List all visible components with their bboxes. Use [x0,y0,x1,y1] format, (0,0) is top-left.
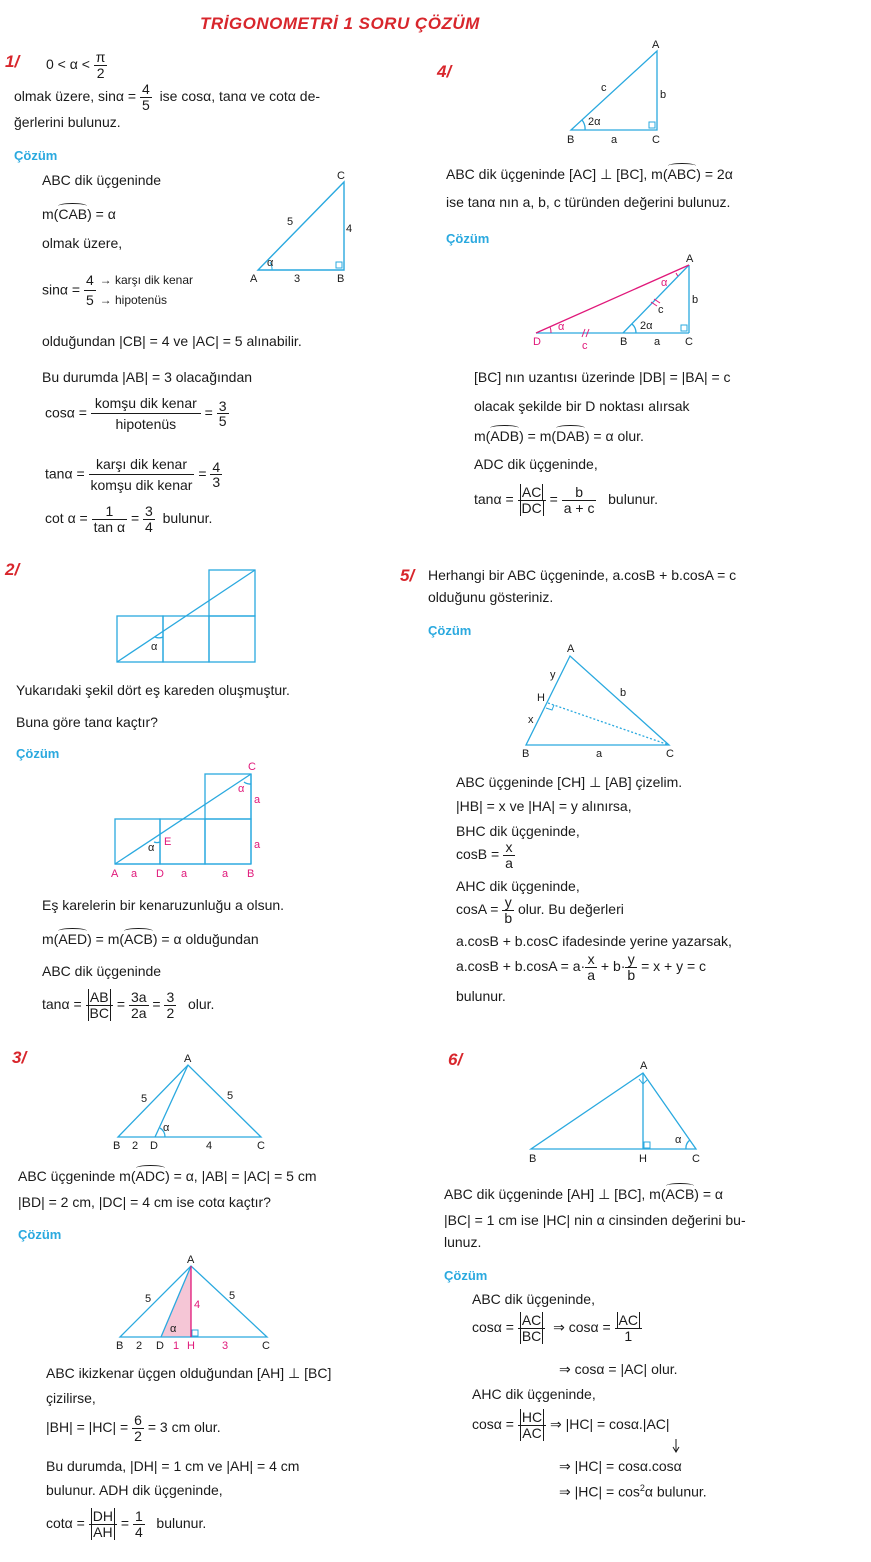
fig1-side-ac: 5 [287,216,294,228]
fig3s-angle: α [170,1323,177,1335]
p1-condition: 0 < α < $\frac{\pi}{2}$ [46,49,106,81]
p6-cos-value: cosα = $\frac{AC}{BC}$ ⇒ cosα = $\frac{AC}{1}$ [472,1313,642,1343]
p6-solution-line: AHC dik üçgeninde, [472,1386,596,1402]
fig3-point-d: D [150,1140,158,1152]
p4-tan-value: tanα = $\frac{AC}{DC}$ = $\frac{b}{a + c}$ bulunur. [474,484,658,516]
p2-question-line: Yukarıdaki şekil dört eş kareden oluşmuştur. [16,682,290,698]
fig1-side-ab: 3 [294,273,301,285]
fig1-vertex-b: B [337,273,345,285]
p1-question-line2: ğerlerini bulunuz. [14,114,121,130]
p5-question-line: olduğunu gösteriniz. [428,589,554,605]
solution-label-4: Çözüm [446,231,490,246]
p2-solution-line: ABC dik üçgeninde [42,963,162,979]
fig3s-vertex-a: A [187,1254,195,1266]
p5-solution-line: |HB| = x ve |HA| = y alınırsa, [456,798,632,814]
p3-question-line: ABC üçgeninde m(ADC) = α, |AB| = |AC| = 5 cm [18,1168,317,1184]
p1-cos-value: cosα = $\frac{\text{komşu dik kenar}}{\text{hipotenüs}}$ = $\frac{3}{5}$ [45,395,227,433]
fig1-angle-label: α [267,257,274,269]
fig4s-side-a: a [654,336,661,348]
p4-question-line: ABC dik üçgeninde [AC] ⊥ [BC], m(ABC) = 2α [446,166,733,182]
fig3s-vertex-b: B [116,1340,124,1352]
p6-solution-line: ⇒ $|HC| = \cos^2\alpha$ bulunur. [559,1483,707,1500]
problem-3-number: 3/ [12,1048,27,1067]
p1-solution-line: olduğundan |CB| = 4 ve |AC| = 5 alınabilir. [42,333,302,349]
p4-solution-line: olacak şekilde bir D noktası alırsak [474,398,690,414]
fig2-angle-e: α [148,842,155,854]
fig3-vertex-b: B [113,1140,121,1152]
fig1-side-bc: 4 [346,223,353,235]
fig2-side-a: a [254,794,261,806]
p6-question-line: lunuz. [444,1234,482,1250]
fig2-point-d: D [156,868,164,880]
problem-1-number: 1/ [5,52,20,71]
fig2-side-a: a [131,868,138,880]
p5-sum-value: a.cosB + b.cosA = a· $\frac{x}{a}$ + b· $\frac{y}{b}$ = x + y = c [456,951,707,983]
fig4s-segment-c: c [582,340,588,352]
fig3s-side-bd: 2 [136,1340,143,1352]
solution-label-6: Çözüm [444,1268,488,1283]
fig3-side-ac: 5 [227,1090,234,1102]
fig2-angle-c: α [238,783,245,795]
p5-cosa-value: cosA = $\frac{y}{b}$ olur. Bu değerleri [456,894,624,926]
solution-label-2: Çözüm [16,746,60,761]
problem-6-number: 6/ [448,1050,463,1069]
p4-question-line: ise tanα nın a, b, c türünden değerini bulunuz. [446,194,731,210]
fig3-side-dc: 4 [206,1140,213,1152]
fig3-side-bd: 2 [132,1140,139,1152]
problem-5-number: 5/ [400,566,415,585]
p1-tan-value: tanα = $\frac{\text{karşı dik kenar}}{\text{komşu dik kenar}}$ = $\frac{4}{3}$ [45,456,221,494]
fig4s-side-b: b [692,294,699,306]
fig2-vertex-c: C [248,761,256,773]
p3-question-line: |BD| = 2 cm, |DC| = 4 cm ise cotα kaçtır? [18,1194,271,1210]
p3-solution-line: çizilirse, [46,1390,96,1406]
p5-solution-line: bulunur. [456,988,506,1004]
fig2-point-e: E [164,836,172,848]
p2-solution-line: Eş karelerin bir kenaruzunluğu a olsun. [42,897,285,913]
fig4s-side-c: c [658,304,664,316]
fig1-vertex-a: A [250,273,258,285]
fig4-angle: 2α [588,116,601,128]
fig3s-side-hc: 3 [222,1340,229,1352]
fig4-vertex-c: C [652,134,660,146]
p4-solution-line: ADC dik üçgeninde, [474,456,598,472]
fig3-angle: α [163,1122,170,1134]
fig4s-vertex-b: B [620,336,628,348]
p5-cosb-value: cosB = $\frac{x}{a}$ [456,839,513,871]
fig4s-vertex-c: C [685,336,693,348]
fig4-vertex-b: B [567,134,575,146]
p4-solution-line: [BC] nın uzantısı üzerinde |DB| = |BA| = c [474,369,731,385]
p1-cot-value: cot α = $\frac{1}{\text{tan α}}$ = $\frac{3}{4}$ bulunur. [45,503,213,535]
fig1-vertex-c: C [337,170,345,182]
fig3s-height-ah: 4 [194,1299,201,1311]
problem-4-number: 4/ [437,62,452,81]
fig3s-side-dh: 1 [173,1340,180,1352]
fig2-side-a: a [222,868,229,880]
p6-question-line: ABC dik üçgeninde [AH] ⊥ [BC], m(ACB) = α [444,1186,724,1202]
p6-solution-line: ABC dik üçgeninde, [472,1291,595,1307]
p5-solution-line: a.cosB + b.cosC ifadesinde yerine yazarsak, [456,933,732,949]
fig4-vertex-a: A [652,39,660,51]
fig3s-side-ab: 5 [145,1293,152,1305]
fig6-point-h: H [639,1153,647,1165]
fig5-point-h: H [537,692,545,704]
fig5-side-a: a [596,748,603,760]
p1-solution-line: Bu durumda |AB| = 3 olacağından [42,369,253,385]
p1-question-line1: olmak üzere, sinα = $\frac{4}{5}$ ise cosα, tanα ve cotα de- [14,81,321,113]
fig4s-angle-d: α [558,321,565,333]
fig4s-point-d: D [533,336,541,348]
fig4-side-c: c [601,82,607,94]
fig5-segment-x: x [528,714,534,726]
fig3-vertex-a: A [184,1053,192,1065]
p2-solution-line: m(AED) = m(ACB) = α olduğundan [42,931,259,947]
fig2-side-a: a [181,868,188,880]
fig3-side-ab: 5 [141,1093,148,1105]
fig2-vertex-a: A [111,868,119,880]
solution-label-5: Çözüm [428,623,472,638]
p3-solution-line: |BH| = |HC| = $\frac{6}{2}$ = 3 cm olur. [46,1412,221,1444]
fig2-vertex-b: B [247,868,255,880]
p1-sin-value: sinα = $\frac{4}{5}$ → karşı dik kenar → hipotenüs [42,272,194,309]
p1-solution-line: ABC dik üçgeninde [42,172,162,188]
solution-label-1: Çözüm [14,148,58,163]
fig3s-point-d: D [156,1340,164,1352]
fig6-vertex-a: A [640,1060,648,1072]
fig3-vertex-c: C [257,1140,265,1152]
fig5-vertex-c: C [666,748,674,760]
p3-solution-line: bulunur. ADH dik üçgeninde, [46,1482,223,1498]
fig5-vertex-b: B [522,748,530,760]
fig3s-point-h: H [187,1340,195,1352]
fig2-side-a: a [254,839,261,851]
fig2q-angle-label: α [151,641,158,653]
p6-hc-value: cosα = $\frac{HC}{AC}$ ⇒ |HC| = cosα.|AC| [472,1409,670,1441]
p2-tan-value: tanα = $\frac{AB}{BC}$ = $\frac{3a}{2a}$ = $\frac{3}{2}$ olur. [42,989,215,1021]
fig4-side-a: a [611,134,618,146]
p5-solution-line: BHC dik üçgeninde, [456,823,580,839]
problem-2-number: 2/ [5,560,20,579]
p1-solution-line: m(CAB) = α [42,206,116,222]
fig6-vertex-b: B [529,1153,537,1165]
fig6-vertex-c: C [692,1153,700,1165]
p5-solution-line: ABC üçgeninde [CH] ⊥ [AB] çizelim. [456,774,683,790]
fig5-vertex-a: A [567,643,575,655]
solution-label-3: Çözüm [18,1227,62,1242]
p3-solution-line: Bu durumda, |DH| = 1 cm ve |AH| = 4 cm [46,1458,300,1474]
fig4-side-b: b [660,89,667,101]
p3-cot-value: cotα = $\frac{DH}{AH}$ = $\frac{1}{4}$ bulunur. [46,1508,207,1540]
p6-question-line: |BC| = 1 cm ise |HC| nin α cinsinden değerini bu- [444,1212,746,1228]
p5-question-line: Herhangi bir ABC üçgeninde, a.cosB + b.cosA = c [428,567,737,583]
fig6-angle: α [675,1134,682,1146]
p1-solution-line: olmak üzere, [42,235,123,251]
p6-solution-line: ⇒ cosα = |AC| olur. [559,1361,678,1377]
p4-solution-line: m(ADB) = m(DAB) = α olur. [474,428,644,444]
p5-solution-line: AHC dik üçgeninde, [456,878,580,894]
fig3s-vertex-c: C [262,1340,270,1352]
fig5-segment-y: y [550,669,556,681]
fig4s-angle-b: 2α [640,320,653,332]
fig4s-vertex-a: A [686,253,694,265]
fig4s-angle-a: α [661,277,668,289]
p6-solution-line: ⇒ |HC| = cosα.cosα [559,1458,682,1474]
fig3s-side-ac: 5 [229,1290,236,1302]
p2-question-line: Buna göre tanα kaçtır? [16,714,158,730]
p3-solution-line: ABC ikizkenar üçgen olduğundan [AH] ⊥ [BC] [46,1365,332,1381]
page-title: TRİGONOMETRİ 1 SORU ÇÖZÜM [200,14,480,33]
fig5-side-b: b [620,687,627,699]
